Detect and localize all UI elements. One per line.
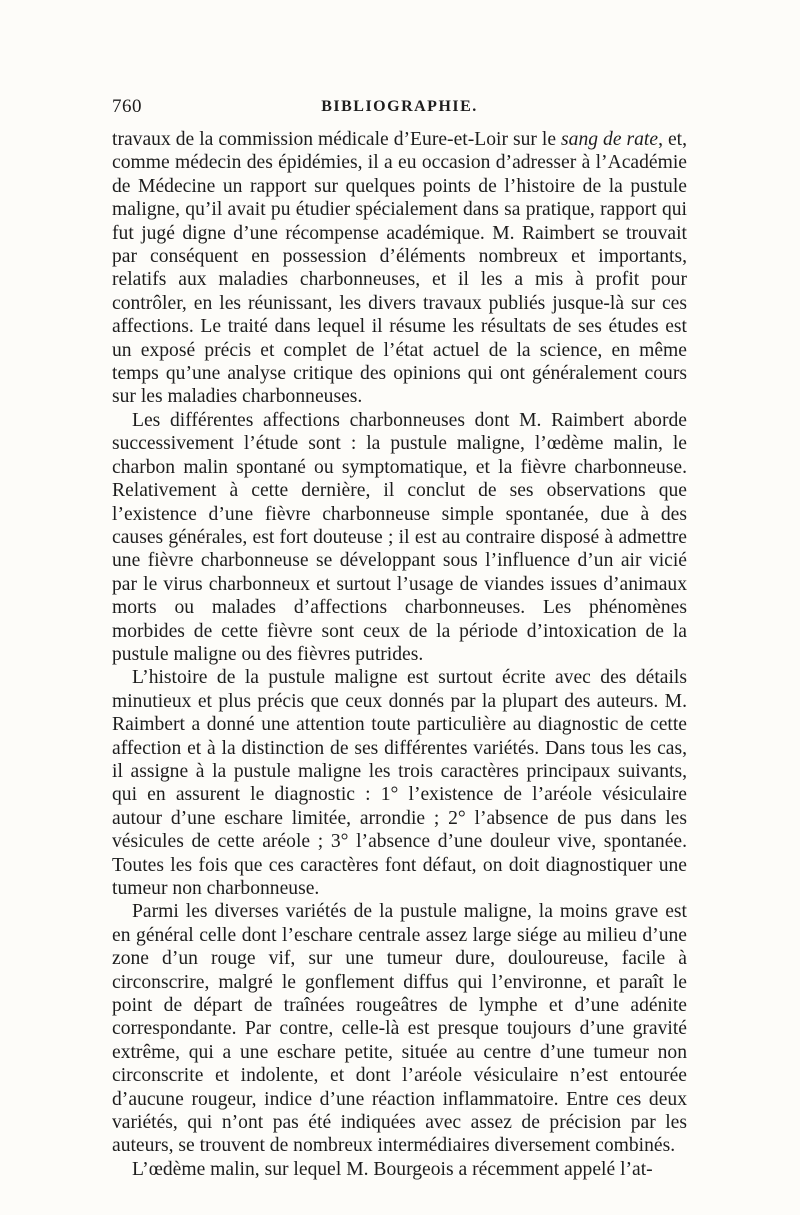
- paragraph-1-rest: , et, comme médecin des épidémies, il a eu occasion d’adresser à l’Académie de Médecine un rapport sur quelques points de l’histoire de la pustule maligne, qu’il avait pu étudier spécialement dans sa pratique, rapport qui fut jugé digne d’une récompense académique. M. Raimbert se trouvait par conséquent en possession d’éléments nombreux et importants, relatifs aux maladies charbonneuses, et il les a mis à profit pour contrôler, en les réunissant, les divers travaux publiés jusque-là sur ces affections. Le traité dans lequel il résume les résultats de ses études est un exposé précis et complet de l’état actuel de la science, en même temps qu’une analyse critique des opinions qui ont généralement cours sur les maladies charbonneuses.: [112, 129, 688, 408]
- paragraph-5: L’œdème malin, sur lequel M. Bourgeois a récemment appelé l’at-: [132, 1158, 653, 1180]
- paragraph-2: Les différentes affections charbonneuses dont M. Raimbert aborde successivement l’étude sont : la pustule maligne, l’œdème malin, le charbon malin spontané ou symptomatique, et la fièvre charbonneuse. Relativement à cette dernière, il conclut de ses observations que l’existence d’une fièvre charbonneuse simple spontanée, due à des causes générales, est fort douteuse ; il est au contraire disposé à admettre une fièvre charbonneuse se développant sous l’influence d’un air vicié par le virus charbonneux et surtout l’usage de viandes issues d’animaux morts ou malades d’affections charbonneuses. Les phénomènes morbides de cette fièvre sont ceux de la période d’intoxication de la pustule maligne ou des fièvres putrides.: [112, 409, 687, 665]
- page-number: 760: [112, 96, 142, 117]
- page-header: [112, 96, 687, 122]
- italic-term: sang de rate: [561, 129, 659, 150]
- running-title: BIBLIOGRAPHIE.: [321, 98, 478, 115]
- paragraph-1-start: travaux de la commission médicale d’Eure-et-Loir sur le: [112, 129, 562, 150]
- paragraph-3: L’histoire de la pustule maligne est surtout écrite avec des détails minutieux et plus précis que ceux donnés par la plupart des auteurs. M. Raimbert a donné une attention toute particulière au diagnostic de cette affection et à la distinction de ses différentes variétés. Dans tous les cas, il assigne à la pustule maligne les trois caractères principaux suivants, qui en assurent le diagnostic : 1° l’existence de l’aréole vésiculaire autour d’une eschare limitée, arrondie ; 2° l’absence de pus dans les vésicules de cette aréole ; 3° l’absence d’une douleur vive, spontanée. Toutes les fois que ces caractères font défaut, on doit diagnostiquer une tumeur non charbonneuse.: [112, 667, 687, 899]
- body-text: [112, 128, 687, 1181]
- paragraph-1: [112, 128, 687, 409]
- paragraph-4: Parmi les diverses variétés de la pustule maligne, la moins grave est en général celle dont l’eschare centrale assez large siége au milieu d’une zone d’un rouge vif, sur une tumeur dure, douloureuse, facile à circonscrire, malgré le gonflement diffus qui l’environne, et paraît le point de départ de traînées rougeâtres de lymphe et d’une adénite correspondante. Par contre, celle-là est presque toujours d’une gravité extrême, qui a une eschare petite, située au centre d’une tumeur non circonscrite et indolente, et dont l’aréole vésiculaire n’est entourée d’aucune rougeur, indice d’une réaction inflammatoire. Entre ces deux variétés, qui n’ont pas été indiquées avec assez de précision par les auteurs, se trouvent de nombreux intermédiaires diversement combinés.: [112, 901, 687, 1157]
